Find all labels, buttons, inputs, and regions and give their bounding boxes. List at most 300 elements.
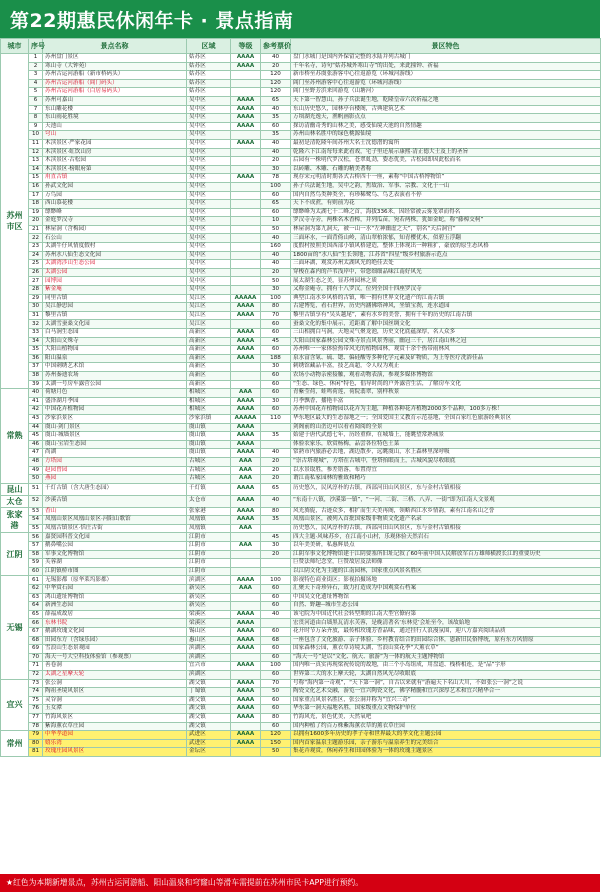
table-row [1, 610, 601, 619]
table-row [1, 457, 601, 466]
level-cell [231, 260, 261, 269]
attractions-table [0, 38, 601, 757]
district-cell: 江阴市 [187, 567, 231, 576]
attraction-name: 林屋洞（含梅园） [43, 225, 187, 234]
district-cell: 高新区 [187, 371, 231, 380]
table-row [1, 346, 601, 355]
row-number: 14 [29, 165, 43, 174]
feature-cell: 阊门至野芳浜来回游览（山塘河） [291, 88, 601, 97]
table-header [1, 39, 601, 54]
feature-cell: 三山相拥白马涧，天地灵气聚龙池，历史文化底蕴深厚，名人众多 [291, 329, 601, 338]
row-number: 23 [29, 243, 43, 252]
attraction-name: 太湖湾涉山生态公园 [43, 260, 187, 269]
district-cell: 吴中区 [187, 157, 231, 166]
feature-cell: “崇古塔观城”，方塔在古城中，登塔抬眼而上，古城风貌尽收眼底 [291, 457, 601, 466]
level-cell: AAA [231, 585, 261, 594]
level-cell [231, 88, 261, 97]
district-cell: 湖父镇 [187, 713, 231, 722]
feature-cell: 缥缈峰为太湖七十二峰之首，海拔336米，因经常被云雾笼罩而得名 [291, 208, 601, 217]
district-cell: 姑苏区 [187, 79, 231, 88]
attraction-name: 鸿山遗址博物馆 [43, 593, 187, 602]
level-cell: AAAA [231, 105, 261, 114]
district-cell: 高新区 [187, 380, 231, 389]
price-cell: 20 [261, 475, 291, 484]
district-cell: 虞山镇 [187, 440, 231, 449]
attraction-name: 木渎景区·古松园 [43, 157, 187, 166]
row-number: 78 [29, 722, 43, 731]
table-row [1, 602, 601, 611]
table-row [1, 440, 601, 449]
price-cell: 65 [261, 200, 291, 209]
attraction-name: 香山 [43, 507, 187, 516]
district-cell: 吴中区 [187, 200, 231, 209]
row-number: 74 [29, 688, 43, 697]
table-row [1, 567, 601, 576]
attraction-name: 白马涧生态园 [43, 329, 187, 338]
row-number: 38 [29, 371, 43, 380]
attraction-name: 木渎景区·榜眼府第 [43, 165, 187, 174]
row-number: 9 [29, 122, 43, 131]
table-row [1, 234, 601, 243]
attraction-name: 田园东方（含绿乐园） [43, 636, 187, 645]
level-cell: AAAA [231, 610, 261, 619]
row-number: 49 [29, 466, 43, 475]
level-cell: AAAA [231, 139, 261, 148]
table-row [1, 619, 601, 628]
feature-cell: 始建于唐代武德七年，历经重修，在城墙上，能眺望常熟城景 [291, 432, 601, 441]
price-cell: 20 [261, 62, 291, 71]
attraction-name: 中华赏石园 [43, 585, 187, 594]
feature-cell: 苏州山林名胜中的绿色桃源仙境 [291, 131, 601, 140]
row-number: 75 [29, 696, 43, 705]
price-cell: 100 [261, 576, 291, 585]
price-cell: 120 [261, 71, 291, 80]
row-number: 59 [29, 559, 43, 568]
feature-cell: 号称“海内第一奇观”，“天下第一洞”，自古以来就有“游遍天下名山大川，不如张公一洞”之说 [291, 679, 601, 688]
price-cell: 60 [261, 320, 291, 329]
district-cell: 吴中区 [187, 217, 231, 226]
district-cell: 吴江区 [187, 294, 231, 303]
attraction-name: 苏州秦迪农场 [43, 371, 187, 380]
attraction-name: 紫海薰衣草庄园 [43, 722, 187, 731]
level-cell [231, 182, 261, 191]
price-cell: 80 [261, 303, 291, 312]
level-cell [231, 79, 261, 88]
price-cell: 45 [261, 337, 291, 346]
attraction-name: 新洲生态园 [43, 602, 187, 611]
row-number: 52 [29, 495, 43, 507]
feature-cell: 国内自然鸟类种类全，有珍稀鹭鸟、鸟艺表演看不停 [291, 191, 601, 200]
level-cell: AAA [231, 466, 261, 475]
column-header: 区域 [187, 39, 231, 54]
row-number: 19 [29, 208, 43, 217]
city-cell: 无锡 [1, 576, 29, 679]
row-number: 35 [29, 346, 43, 355]
table-row [1, 337, 601, 346]
row-number: 70 [29, 653, 43, 662]
row-number: 51 [29, 483, 43, 495]
level-cell [231, 550, 261, 559]
feature-cell: 花开时节万朵齐放，最传相玫瑰芳香品味，通过挂行人浪漫氛围，迎八方嘉宾阅读品质 [291, 628, 601, 637]
attraction-name: 无锡影都（原华莱坞影都） [43, 576, 187, 585]
price-cell: 30 [261, 542, 291, 551]
price-cell: 60 [261, 406, 291, 415]
price-cell: 80 [261, 507, 291, 516]
row-number: 12 [29, 148, 43, 157]
row-number: 41 [29, 397, 43, 406]
attraction-name: 太湖一号房车露营公园 [43, 380, 187, 389]
feature-cell: 国内唯一真实再现梁祝传说的故地，由三个小岛组成，用盘道、栈桥相连，是“品”字形 [291, 662, 601, 671]
row-number: 39 [29, 380, 43, 389]
price-cell: 40 [261, 54, 291, 63]
level-cell: AAAA [231, 483, 261, 495]
attraction-name: 金庭罗汉寺 [43, 217, 187, 226]
feature-cell: 风光旖旎，古迹众多，相扩而生天美再阁，领略西江水乡情韵，素有江南名山之誉 [291, 507, 601, 516]
price-cell: 50 [261, 748, 291, 757]
price-cell: 100 [261, 294, 291, 303]
level-cell: AAAA [231, 628, 261, 637]
row-number: 29 [29, 294, 43, 303]
table-row [1, 670, 601, 679]
table-row [1, 131, 601, 140]
district-cell: 千灯镇 [187, 483, 231, 495]
district-cell: 武进区 [187, 731, 231, 740]
city-cell: 张家港 [1, 507, 29, 533]
level-cell [231, 131, 261, 140]
table-row [1, 748, 601, 757]
attraction-name: 缥缈峰 [43, 208, 187, 217]
table-row [1, 679, 601, 688]
attraction-name: 苏州水八仙生态文化园 [43, 251, 187, 260]
feature-cell: 蚕桑文化的集中展示，近距离了解中国丝绸文化 [291, 320, 601, 329]
district-cell: 高新区 [187, 337, 231, 346]
level-cell [231, 277, 261, 286]
attraction-name: 大阳山植物园 [43, 346, 187, 355]
level-cell: AAA [231, 542, 261, 551]
attraction-name: 雪浪山生态景观园 [43, 645, 187, 654]
feature-cell: 千年名寺，诗句“姑苏城外寒山寺”的出处，来此撞钟、祈福 [291, 62, 601, 71]
level-cell: AAAA [231, 619, 261, 628]
table-row [1, 645, 601, 654]
level-cell: AAAA [231, 406, 261, 415]
table-row [1, 449, 601, 458]
attraction-name: 大阳山文殊寺 [43, 337, 187, 346]
table-body [1, 54, 601, 757]
level-cell [231, 748, 261, 757]
row-number: 15 [29, 174, 43, 183]
level-cell: AAAA [231, 354, 261, 363]
table-row [1, 585, 601, 594]
level-cell [231, 225, 261, 234]
district-cell: 虞山镇 [187, 432, 231, 441]
attraction-name: 玫瑰庄园风景区 [43, 748, 187, 757]
level-cell: AAAA [231, 688, 261, 697]
feature-cell: 东山历史悠久，园林亭台楼阁，古典建筑艺术 [291, 105, 601, 114]
price-cell: 20 [261, 157, 291, 166]
level-cell [231, 200, 261, 209]
attraction-name: 黎里古镇 [43, 311, 187, 320]
level-cell: AAAA [231, 432, 261, 441]
level-cell: AAAA [231, 645, 261, 654]
table-row [1, 208, 601, 217]
table-row [1, 495, 601, 507]
row-number: 45 [29, 432, 43, 441]
level-cell [231, 602, 261, 611]
row-number: 1 [29, 54, 43, 63]
attraction-name: 凤凰山景区凤凰山景区·河阳山歌馆 [43, 516, 187, 525]
feature-cell: 谓江南私家园林的雅致和精巧 [291, 475, 601, 484]
row-number: 66 [29, 619, 43, 628]
attraction-name: 西山慕花楼 [43, 200, 187, 209]
row-number: 42 [29, 406, 43, 415]
attraction-name: 吴江静思园 [43, 303, 187, 312]
table-row [1, 139, 601, 148]
price-cell: 70 [261, 311, 291, 320]
row-number: 65 [29, 610, 43, 619]
district-cell: 相城区 [187, 397, 231, 406]
price-cell: 40 [261, 449, 291, 458]
district-cell: 湖父镇 [187, 722, 231, 731]
level-cell [231, 363, 261, 372]
row-number: 22 [29, 234, 43, 243]
table-row [1, 516, 601, 525]
price-cell: 60 [261, 371, 291, 380]
price-cell: 100 [261, 182, 291, 191]
feature-cell: 以江阴文化为主题的江南园林，国家重点风景名胜区 [291, 567, 601, 576]
attraction-name: 赵园曾园 [43, 466, 187, 475]
attraction-name: 苏州古运河游船（白居易码头） [43, 88, 187, 97]
attraction-name: 善卷洞 [43, 662, 187, 671]
price-cell: 60 [261, 628, 291, 637]
price-cell: 40 [261, 260, 291, 269]
row-number: 25 [29, 260, 43, 269]
feature-cell: 以砖雕、木雕、石雕的精美著称 [291, 165, 601, 174]
row-number: 64 [29, 602, 43, 611]
price-cell: 40 [261, 234, 291, 243]
price-cell [261, 423, 291, 432]
district-cell: 吴中区 [187, 122, 231, 131]
table-row [1, 157, 601, 166]
page-header [0, 0, 600, 38]
city-cell: 常州 [1, 731, 29, 757]
row-number: 2 [29, 62, 43, 71]
attraction-name: 东林书院 [43, 619, 187, 628]
attraction-name: 燕园 [43, 475, 187, 484]
feature-cell: 常熟市内旅游必去地，湖边散步，远眺虞山，水上森林里深呼吸 [291, 449, 601, 458]
attraction-name: 石公山 [43, 234, 187, 243]
district-cell: 梁溪区 [187, 619, 231, 628]
price-cell: 60 [261, 585, 291, 594]
table-row [1, 688, 601, 697]
row-number: 33 [29, 329, 43, 338]
district-cell: 吴江区 [187, 320, 231, 329]
row-number: 57 [29, 542, 43, 551]
level-cell: AAAA [231, 679, 261, 688]
level-cell: AAAA [231, 449, 261, 458]
table-row [1, 636, 601, 645]
district-cell: 江阴市 [187, 542, 231, 551]
price-cell: 40 [261, 495, 291, 507]
price-cell: 120 [261, 88, 291, 97]
price-cell: 60 [261, 380, 291, 389]
price-cell: 100 [261, 662, 291, 671]
level-cell: AAAA [231, 713, 261, 722]
level-cell: AAAA [231, 576, 261, 585]
feature-cell: 苏州中国花卉植物园以花卉为主题，种植各种花卉植物2000多个品种，100多万株！ [291, 406, 601, 415]
attraction-name: 天池山 [43, 122, 187, 131]
level-cell [231, 208, 261, 217]
attraction-name: 太湖公园 [43, 268, 187, 277]
feature-cell: 现存宋元明清时期各式古桥四十一座，素称“中国古桥博物馆” [291, 174, 601, 183]
district-cell: 锡山区 [187, 628, 231, 637]
row-number: 77 [29, 713, 43, 722]
level-cell: AAA [231, 389, 261, 398]
feature-cell: 阊门至苏州游客中心往返游览（环城河游线） [291, 79, 601, 88]
attraction-name: 虞山·宝岩生态园 [43, 440, 187, 449]
level-cell: AAAA [231, 122, 261, 131]
feature-cell: 四大主题·风味苏乡，在江南小山村，乐观体验天然岩石 [291, 533, 601, 542]
level-cell: AAAA [231, 397, 261, 406]
table-row [1, 105, 601, 114]
level-cell: AAAA [231, 636, 261, 645]
level-cell: AAAA [231, 62, 261, 71]
price-cell: 35 [261, 114, 291, 123]
price-cell: 35 [261, 432, 291, 441]
district-cell: 吴中区 [187, 139, 231, 148]
attraction-name: 虞山·城墙景区 [43, 432, 187, 441]
feature-cell: 华东第一洞天福地名胜，国家级重点文物保护单位 [291, 705, 601, 714]
price-cell: 150 [261, 739, 291, 748]
level-cell: AAAA [231, 516, 261, 525]
row-number: 10 [29, 131, 43, 140]
level-cell: AAAA [231, 96, 261, 105]
district-cell: 沙家浜镇 [187, 414, 231, 423]
district-cell: 吴江区 [187, 303, 231, 312]
row-number: 20 [29, 217, 43, 226]
table-row [1, 406, 601, 415]
price-cell: 20 [261, 268, 291, 277]
price-cell: 50 [261, 688, 291, 697]
row-number: 81 [29, 748, 43, 757]
district-cell: 新吴区 [187, 602, 231, 611]
district-cell: 滨湖区 [187, 576, 231, 585]
price-cell: 60 [261, 346, 291, 355]
level-cell [231, 191, 261, 200]
district-cell: 新吴区 [187, 585, 231, 594]
district-cell: 高新区 [187, 354, 231, 363]
row-number: 13 [29, 157, 43, 166]
attraction-name: 苏州盘门景区 [43, 54, 187, 63]
attraction-name: 玉女潭 [43, 705, 187, 714]
row-number: 48 [29, 457, 43, 466]
row-number: 53 [29, 507, 43, 516]
level-cell [231, 371, 261, 380]
feature-cell: 天下不成蔗，有则前为花 [291, 200, 601, 209]
table-row [1, 260, 601, 269]
level-cell [231, 670, 261, 679]
feature-cell: 月季飘香，播艳丰富 [291, 397, 601, 406]
feature-cell: 国家森林公园，薰衣草诗境太湖，雪浪山赏花季“大薰衣草” [291, 645, 601, 654]
price-cell: 40 [261, 610, 291, 619]
attractions-table-wrapper [0, 38, 600, 874]
table-row [1, 576, 601, 585]
attraction-name: 凤凰古镇景区·恬庄古街 [43, 524, 187, 533]
table-row [1, 559, 601, 568]
feature-cell: 度假村按照美国西部小镇风格建造，整体上体现出一种粗犷，豪放的原生态风格 [291, 243, 601, 252]
price-cell: 60 [261, 645, 291, 654]
attraction-name: 孙武文化园 [43, 182, 187, 191]
price-cell: 80 [261, 713, 291, 722]
row-number: 37 [29, 363, 43, 372]
price-cell: 50 [261, 225, 291, 234]
district-cell: 滨湖区 [187, 653, 231, 662]
feature-cell: 竹海风光，景色优美，天然氧吧 [291, 713, 601, 722]
row-number: 24 [29, 251, 43, 260]
price-cell: 40 [261, 251, 291, 260]
row-number: 58 [29, 550, 43, 559]
price-cell: 60 [261, 389, 291, 398]
level-cell: AAAA [231, 329, 261, 338]
table-row [1, 79, 601, 88]
feature-cell: 后园有一株明代罗汉松，苍翠虬劲，姿态优美，古松园即因此松而名 [291, 157, 601, 166]
table-row [1, 662, 601, 671]
level-cell: AAA [231, 524, 261, 533]
row-number: 11 [29, 139, 43, 148]
district-cell: 惠山区 [187, 636, 231, 645]
attraction-name: 中华孝道园 [43, 731, 187, 740]
row-number: 36 [29, 354, 43, 363]
district-cell: 吴中区 [187, 131, 231, 140]
feature-cell: 孙子兵法诞生地，吴中之韵，焦故治、军事、宗教、文化于一山 [291, 182, 601, 191]
attraction-name: 中国花卉植物园 [43, 406, 187, 415]
district-cell: 姑苏区 [187, 62, 231, 71]
row-number: 67 [29, 628, 43, 637]
price-cell [261, 567, 291, 576]
table-row [1, 54, 601, 63]
level-cell: AAAA [231, 423, 261, 432]
table-row [1, 696, 601, 705]
table-row [1, 483, 601, 495]
attraction-name: 木渎景区·虹饮山房 [43, 148, 187, 157]
row-number: 17 [29, 191, 43, 200]
feature-cell: 苏州唯一一家体验热带风光的植物园林，观赏十余个热带雨林风 [291, 346, 601, 355]
column-header: 等级 [231, 39, 261, 54]
level-cell: AAAA [231, 54, 261, 63]
level-cell [231, 380, 261, 389]
table-row [1, 148, 601, 157]
row-number: 50 [29, 475, 43, 484]
level-cell: AAA [231, 475, 261, 484]
price-cell: 40 [261, 105, 291, 114]
attraction-name: 中国刺绣艺术馆 [43, 363, 187, 372]
price-cell: 60 [261, 722, 291, 731]
city-cell: 江阴 [1, 533, 29, 576]
attraction-name: 虞山·剑门景区 [43, 423, 187, 432]
table-row [1, 363, 601, 372]
attraction-name: 紫金庵 [43, 286, 187, 295]
level-cell: AAAA [231, 346, 261, 355]
level-cell [231, 593, 261, 602]
level-cell [231, 217, 261, 226]
level-cell [231, 559, 261, 568]
row-number: 54 [29, 516, 43, 525]
district-cell: 古城区 [187, 466, 231, 475]
attraction-name: 同里古镇 [43, 294, 187, 303]
attraction-name: 竹海风景区 [43, 713, 187, 722]
table-row [1, 225, 601, 234]
attraction-name: 苏州古运河游船（阊门码头） [43, 79, 187, 88]
level-cell: AAAA [231, 303, 261, 312]
